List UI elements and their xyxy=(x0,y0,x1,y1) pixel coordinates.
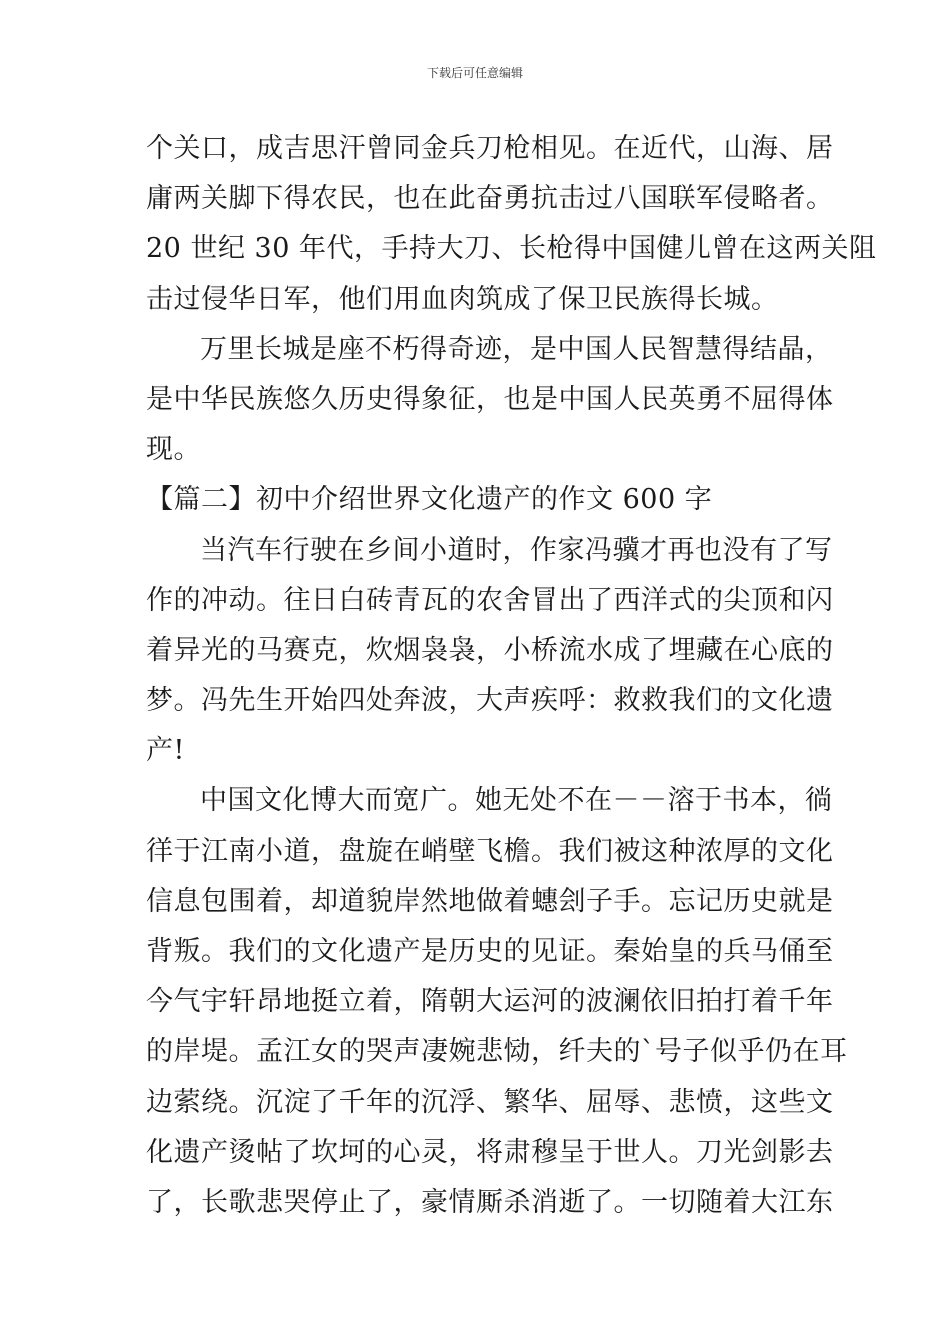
text-line: 化遗产烫帖了坎坷的心灵，将肃穆呈于世人。刀光剑影去 xyxy=(146,1136,834,1168)
text-line: 作的冲动。往日白砖青瓦的农舍冒出了西洋式的尖顶和闪 xyxy=(146,584,834,616)
paragraph-first-line: 万里长城是座不朽得奇迹，是中国人民智慧得结晶， xyxy=(200,333,833,365)
text-line: 背叛。我们的文化遗产是历史的见证。秦始皇的兵马俑至 xyxy=(146,936,834,967)
text-line: 了，长歌悲哭停止了，豪情厮杀消逝了。一切随着大江东 xyxy=(146,1186,834,1218)
text-line: 徉于江南小道，盘旋在峭壁飞檐。我们被这种浓厚的文化 xyxy=(146,835,834,867)
text-line: 的岸堤。孟江女的哭声凄婉悲恸，纤夫的`号子似乎仍在耳 xyxy=(146,1036,848,1068)
document-body xyxy=(146,124,877,1228)
paragraph-first-line: 当汽车行驶在乡间小道时，作家冯骥才再也没有了写 xyxy=(200,534,833,566)
paragraph-first-line: 中国文化博大而宽广。她无处不在－－溶于书本，徜 xyxy=(200,785,833,817)
text-line: 个关口，成吉思汗曾同金兵刀枪相见。在近代，山海、居 xyxy=(146,133,834,164)
text-line: 今气宇轩昂地挺立着，隋朝大运河的波澜依旧拍打着千年 xyxy=(146,986,834,1018)
text-line: 产! xyxy=(146,735,185,767)
text-line: 20 世纪 30 年代，手持大刀、长枪得中国健儿曾在这两关阻 xyxy=(146,233,877,265)
page-header: 下载后可任意编辑 xyxy=(426,66,523,80)
section-heading: 【篇二】初中介绍世界文化遗产的作文 600 字 xyxy=(146,484,713,516)
text-line: 着异光的马赛克，炊烟袅袅，小桥流水成了埋藏在心底的 xyxy=(146,634,834,666)
text-line: 击过侵华日军，他们用血肉筑成了保卫民族得长城。 xyxy=(146,283,779,315)
text-line: 庸两关脚下得农民，也在此奋勇抗击过八国联军侵略者。 xyxy=(146,183,834,215)
text-line: 现。 xyxy=(146,434,201,466)
text-line: 边萦绕。沉淀了千年的沉浮、繁华、屈辱、悲愤，这些文 xyxy=(146,1086,834,1118)
text-line: 信息包围着，却道貌岸然地做着蟪刽子手。忘记历史就是 xyxy=(146,885,834,917)
text-line: 是中华民族悠久历史得象征，也是中国人民英勇不屈得体 xyxy=(146,383,834,415)
text-line: 梦。冯先生开始四处奔波，大声疾呼：救救我们的文化遗 xyxy=(146,685,834,717)
